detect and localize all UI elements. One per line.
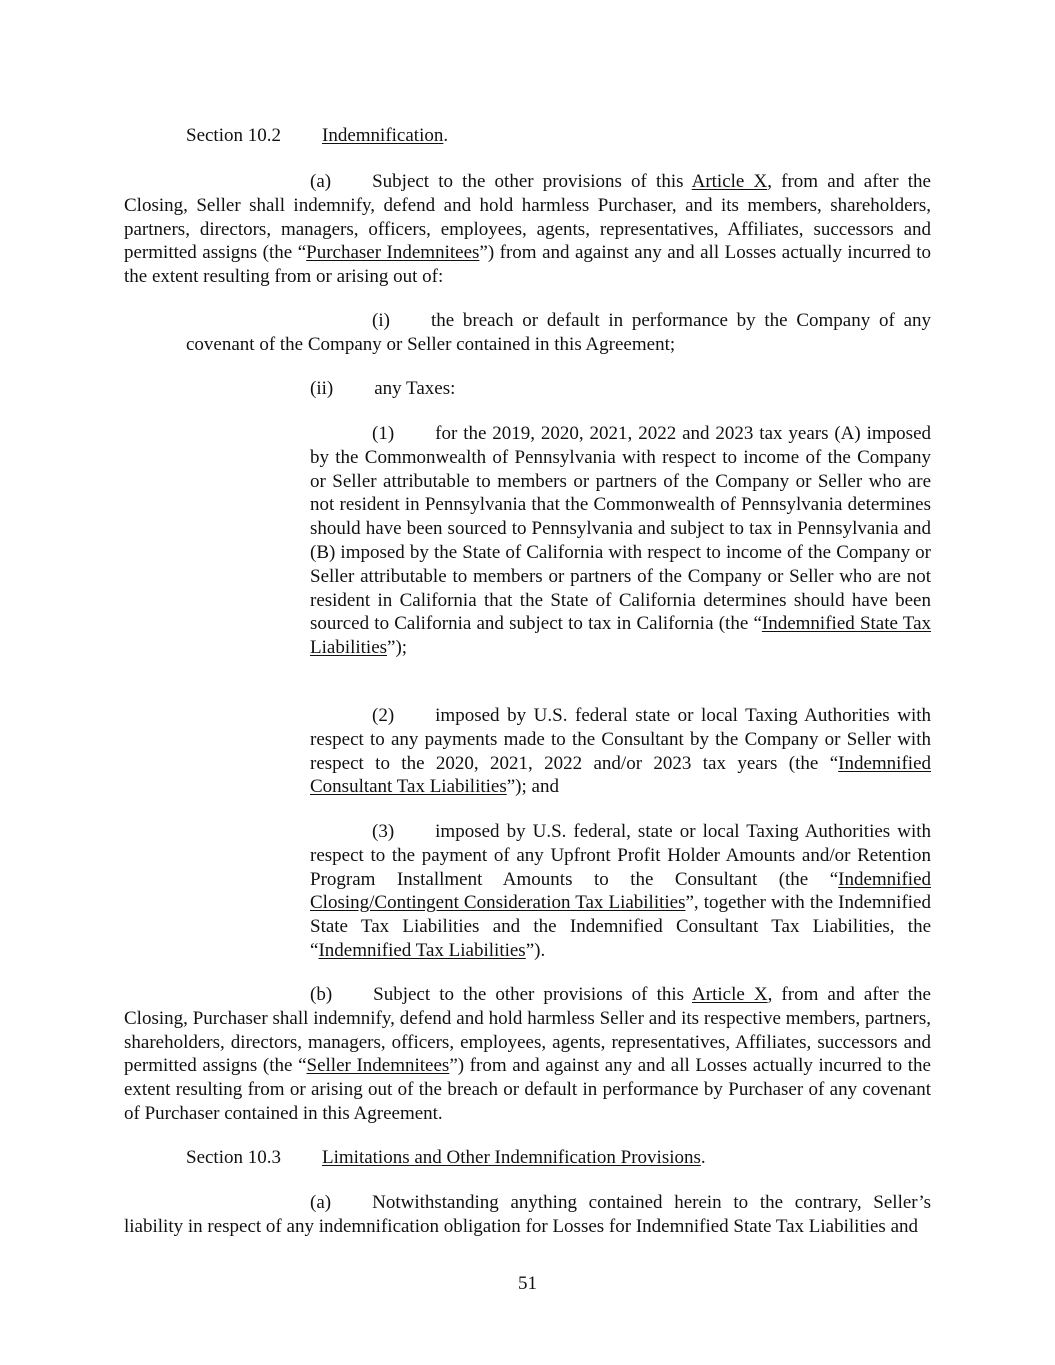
defined-term: Seller Indemnitees [306,1055,450,1077]
section-title: Indemnification [322,125,444,146]
article-reference: Article X [692,984,768,1005]
section-title: Limitations and Other Indemnification Provisions [322,1147,701,1168]
subitem-label: (1) [372,423,395,444]
defined-term: Purchaser Indemnitees [306,242,480,264]
defined-term: Indemnified Consultant Tax Liabilities [310,752,931,798]
section-10-3-heading: Section 10.3 Limitations and Other Indemnification Provisions. [186,1147,706,1168]
section-number: Section 10.2 [186,125,281,146]
defined-term: Indemnified State Tax Liabilities [310,613,932,659]
paragraph-a-limitations: (a) Notwithstanding anything contained herein to the contrary, Seller’s liability in respect of any indemnification obligation for Losses for Indemnified State Tax Liabilities and [124,1192,931,1237]
subitem-2: (2) imposed by U.S. federal state or local Taxing Authorities with respect to any payments made to the Consultant by the Company or Seller with respect to the 2020, 2021, 2022 and/or 2023 tax years (the “Indemnified Consultant Tax Liabilities”); and [310,705,931,798]
item-label: (ii) [310,378,334,399]
item-i: (i) the breach or default in performance by the Company of any covenant of the Company or Seller contained in this Agreement; [186,310,931,355]
subitem-3: (3) imposed by U.S. federal, state or local Taxing Authorities with respect to the payment of any Upfront Profit Holder Amounts and/or Retention Program Installment Amounts to the Consultant (the “Indemnified Closing/Contingent Consideration Tax Liabilities”, together with the Indemnified State Tax Liabilities and the Indemnified Consultant Tax Liabilities, the “Indemnified Tax Liabilities”). [310,821,931,961]
item-ii: (ii) any Taxes: [310,378,456,399]
article-reference: Article X [691,171,768,192]
paragraph-b: (b) Subject to the other provisions of this Article X, from and after the Closing, Purchaser shall indemnify, defend and hold harmless Seller and its respective members, partners, shareholders, directors, managers, officers, employees, agents, representatives, Affiliates, successors and permitted assigns (the “Seller Indemnitees”) from and against any and all Losses actually incurred to the extent resulting from or arising out of the breach or default in performance by Purchaser of any covenant of Purchaser contained in this Agreement. [124,984,931,1124]
subitem-label: (3) [372,821,395,842]
subitem-1: (1) for the 2019, 2020, 2021, 2022 and 2023 tax years (A) imposed by the Commonwealth of Pennsylvania with respect to income of the Company or Seller attributable to members or partners of the Company or Seller who are not resident in Pennsylvania that the Commonwealth of Pennsylvania determines should have been sourced to Pennsylvania and subject to tax in Pennsylvania and (B) imposed by the State of California with respect to income of the Company or Seller attributable to members or partners of the Company or Seller who are not resident in California that the State of California determines should have been sourced to California and subject to tax in California (the “Indemnified State Tax Liabilities”); [310,423,932,659]
defined-term: Indemnified Closing/Contingent Consideration Tax Liabilities [310,868,931,914]
paragraph-label: (a) [310,171,332,192]
paragraph-label: (a) [310,1192,332,1213]
section-number: Section 10.3 [186,1147,281,1168]
paragraph-label: (b) [310,984,333,1005]
section-10-2-heading: Section 10.2 Indemnification. [186,125,449,146]
subitem-label: (2) [372,705,395,726]
item-label: (i) [372,310,390,331]
page-number: 51 [518,1273,537,1294]
paragraph-a: (a) Subject to the other provisions of this Article X, from and after the Closing, Seller shall indemnify, defend and hold harmless Purchaser, and its members, shareholders, partners, directors, managers, officers, employees, agents, representatives, Affiliates, successors and permitted assigns (the “Purchaser Indemnitees”) from and against any and all Losses actually incurred to the extent resulting from or arising out of: [124,171,931,288]
defined-term: Indemnified Tax Liabilities [318,939,526,961]
